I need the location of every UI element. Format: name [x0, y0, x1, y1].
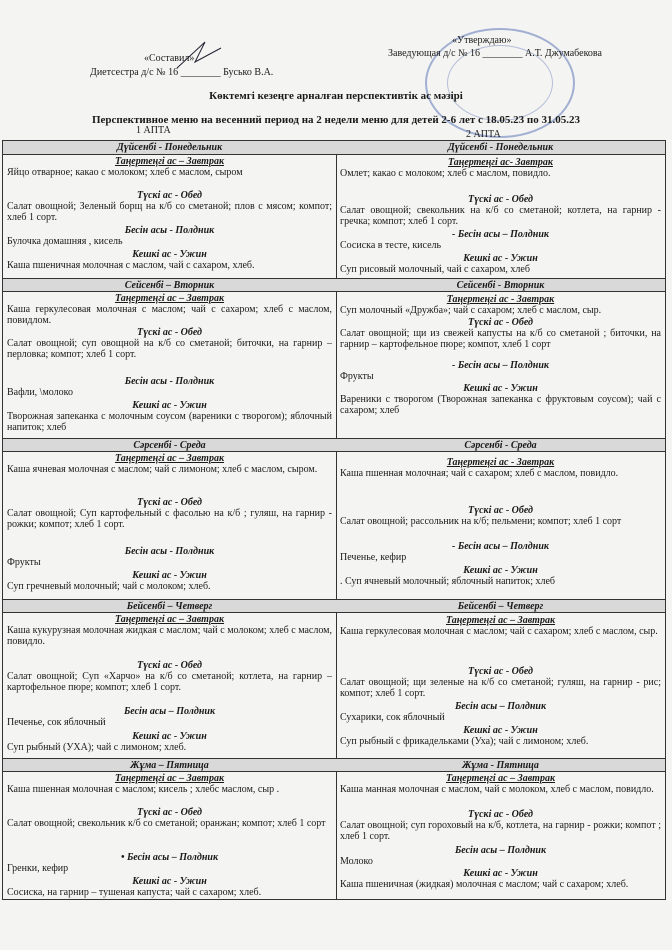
day-header-wednesday: Сәрсенбі - Среда [336, 438, 665, 452]
day-header-thursday: Бейсенбі – Четверг [3, 599, 336, 613]
composed-title: «Составил» [144, 53, 195, 64]
meal-snack: Бесін асы - Полдник Булочка домашняя , кисель [7, 225, 215, 247]
meal-snack: • Бесін асы – Полдник Гренки, кефир [7, 852, 219, 874]
day-header-tuesday: Сейсенбі – Вторник [3, 278, 336, 292]
meal-lunch: Түскі ас - Обед Салат овощной; суп гороховый на к/б, котлета, на гарнир - рожки; компот ; хлеб 1 сорт. [340, 809, 661, 842]
meal-dinner: Кешкі ас - Ужин Суп гречневый молочный; чай с молоком; хлеб. [7, 570, 211, 592]
meal-lunch: Түскі ас - Обед Салат овощной; щи зеленые на к/б со сметаной; гуляш, на гарнир - рис; компот; хлеб 1 сорт. [340, 666, 661, 699]
meal-lunch: Түскі ас - Обед Салат овощной; Суп картофельный с фасолью на к/б ; гуляш, на гарнир - рожки; компот; хлеб 1 сорт. [7, 497, 332, 530]
meal-snack: - Бесін асы – Полдник Фрукты [340, 360, 549, 382]
document-title-ru: Перспективное меню на весенний период на 2 недели меню для детей 2-6 лет с 18.05.23 по 31.05.23 [91, 114, 581, 126]
meal-snack: Бесін асы – Полдник Молоко [340, 845, 547, 867]
meal-dinner: Кешкі ас - Ужин Сосиска, на гарнир – тушеная капуста; чай с сахаром; хлеб. [7, 876, 262, 898]
meal-lunch: Түскі ас - Обед Салат овощной; свекольник на к/б со сметаной; котлета, на гарнир - гречка; компот; хлеб 1 сорт. [340, 194, 661, 227]
meal-dinner: Кешкі ас - Ужин Каша пшеничная молочная с маслом, чай с сахаром, хлеб. [7, 249, 255, 271]
meal-snack: - Бесін асы – Полдник Печенье, кефир [340, 541, 549, 563]
approval-block-left [90, 52, 273, 80]
meal-breakfast: Таңертеңгі ас – Завтрак Каша геркулесовая молочная с маслом; чай с сахаром; хлеб с маслом, сыр. [340, 615, 658, 637]
page-bottom-margin [0, 900, 672, 950]
meal-breakfast: Таңертеңгі ас- Завтрак Омлет; какао с молоком; хлеб с маслом, повидло. [340, 157, 553, 179]
meal-snack: Бесін асы – Полдник Печенье, сок яблочный [7, 706, 216, 728]
day-header-friday: Жұма - Пятница [336, 758, 665, 772]
week-2-column [336, 141, 665, 899]
meal-breakfast: Таңертеңгі ас – Завтрак Каша манная молочная с маслом, чай с молоком, хлеб с маслом, повидло. [340, 773, 654, 795]
meal-breakfast: Таңертеңгі ас – Завтрак Каша ячневая молочная с маслом; чай с лимоном; хлеб с маслом, сыром. [7, 453, 318, 475]
week-2-label: 2 АПТА [466, 129, 501, 140]
meal-snack: Бесін асы - Полдник Вафли, \молоко [7, 376, 215, 398]
menu-table [2, 140, 666, 900]
week-1-label: 1 АПТА [136, 125, 171, 136]
meal-dinner: Кешкі ас - Ужин Суп рыбный с фрикадельками (Уха); чай с лимоном; хлеб. [340, 725, 589, 747]
approval-block-right [388, 34, 602, 60]
meal-lunch: Түскі ас - Обед Салат овощной; рассольник на к/б; пельмени; компот; хлеб 1 сорт [340, 505, 622, 527]
day-header-wednesday: Сәрсенбі - Среда [3, 438, 336, 452]
meal-breakfast: Таңертеңгі ас - Завтрак Суп молочный «Дружба»; чай с сахаром; хлеб с маслом, сыр. [340, 294, 602, 316]
day-header-monday: Дүйсенбі - Понедельник [3, 141, 336, 155]
meal-lunch: Түскі ас - Обед Салат овощной; щи из свежей капусты на к/б со сметаной ; биточки, на гарнир – картофельное пюре; компот, хлеб 1 сорт [340, 317, 661, 350]
meal-dinner: Кешкі ас - Ужин Суп рисовый молочный, чай с сахаром, хлеб [340, 253, 538, 275]
meal-lunch: Түскі ас - Обед Салат овощной; Зеленый борщ на к/б со сметаной; плов с мясом; компот; хлеб 1 сорт. [7, 190, 332, 223]
meal-lunch: Түскі ас - Обед Салат овощной; суп овощной на к/б со сметаной; биточки, на гарнир – перловка; компот; хлеб 1 сорт. [7, 327, 332, 360]
meal-dinner: Кешкі ас - Ужин . Суп ячневый молочный; яблочный напиток; хлеб [340, 565, 556, 587]
document-title-kz: Көктемгі кезеңге арналған перспективтік ас мәзірі [209, 90, 463, 102]
meal-breakfast: Таңертеңгі ас – Завтрак Каша кукурузная молочная жидкая с маслом; чай с молоком; хлеб с маслом, повидло. [7, 614, 332, 647]
meal-dinner: Кешкі ас - Ужин Вареники с творогом (Творожная запеканка с фруктовым соусом); чай с сахаром; хлеб [340, 383, 661, 416]
meal-breakfast: Таңертеңгі ас – Завтрак Каша пшенная молочная с маслом; кисель ; хлебс маслом, сыр . [7, 773, 280, 795]
meal-dinner: Кешкі ас - Ужин Суп рыбный (УХА); чай с лимоном; хлеб. [7, 731, 207, 753]
approve-line: Заведующая д/с № 16 ________ А.Т. Джумабекова [388, 48, 602, 59]
meal-breakfast: Таңертеңгі ас - Завтрак Каша пшенная молочная; чай с сахаром; хлеб с маслом, повидло. [340, 457, 619, 479]
meal-lunch: Түскі ас - Обед Салат овощной; свекольник к/б со сметаной; оранжан; компот; хлеб 1 сорт [7, 807, 326, 829]
day-header-thursday: Бейсенбі – Четверг [336, 599, 665, 613]
approve-title: «Утверждаю» [452, 35, 512, 46]
meal-lunch: Түскі ас - Обед Салат овощной; Суп «Харчо» на к/б со сметаной; котлета, на гарнир – картофельное пюре; компот; хлеб 1 сорт. [7, 660, 332, 693]
composed-line: Диетсестра д/с № 16 ________ Бусько В.А. [90, 67, 274, 78]
meal-dinner: Кешкі ас - Ужин Каша пшеничная (жидкая) молочная с маслом; чай с сахаром; хлеб. [340, 868, 629, 890]
day-header-monday: Дүйсенбі - Понедельник [336, 141, 665, 155]
day-header-friday: Жұма – Пятница [3, 758, 336, 772]
day-header-tuesday: Сейсенбі - Вторник [336, 278, 665, 292]
meal-snack: Бесін асы – Полдник Сухарики, сок яблочный [340, 701, 547, 723]
meal-snack: - Бесін асы – Полдник Сосиска в тесте, кисель [340, 229, 549, 251]
meal-dinner: Кешкі ас - Ужин Творожная запеканка с молочным соусом (вареники с творогом); яблочный напиток; хлеб [7, 400, 332, 433]
meal-snack: Бесін асы - Полдник Фрукты [7, 546, 215, 568]
week-1-column [3, 141, 337, 899]
meal-breakfast: Таңертеңгі ас – Завтрак Каша геркулесовая молочная с маслом; чай с сахаром; хлеб с маслом, повидлом. [7, 293, 332, 326]
meal-breakfast: Таңертеңгі ас – Завтрак Яйцо отварное; какао с молоком; хлеб с маслом, сыром [7, 156, 243, 178]
